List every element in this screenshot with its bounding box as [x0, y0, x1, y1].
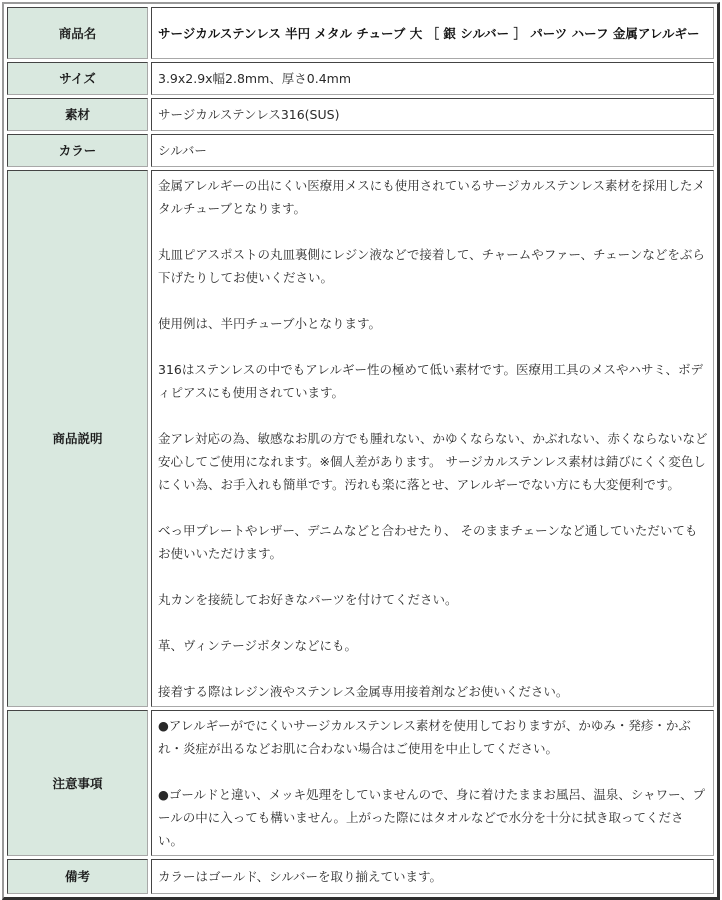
row-product-name	[7, 7, 714, 59]
product-spec-table	[2, 2, 720, 900]
value-product-name: サージカルステンレス 半円 メタル チューブ 大 ［ 銀 シルバー ］ パーツ ハーフ 金属アレルギー	[151, 7, 714, 59]
description-paragraph: 316はステンレスの中でもアレルギー性の極めて低い素材です。医療用工具のメスやハサミ、ボディピアスにも使用されています。	[158, 362, 703, 400]
label-material: 素材	[7, 98, 148, 131]
description-paragraph: 使用例は、半円チューブ小となります。	[158, 316, 382, 331]
row-material	[7, 98, 714, 131]
description-paragraph: 金アレ対応の為、敏感なお肌の方でも腫れない、かゆくならない、かぶれない、赤くならないなど安心してご使用になれます。※個人差があります。 サージカルステンレス素材は錆びにくく変色しにくい為、お手入れも簡単です。汚れも楽に落とせ、アレルギーでない方にも大変便利です。	[158, 431, 708, 492]
value-size: 3.9x2.9x幅2.8mm、厚さ0.4mm	[151, 62, 714, 95]
description-paragraph: 接着する際はレジン液やステンレス金属専用接着剤などお使いください。	[158, 684, 569, 699]
description-paragraph: 金属アレルギーの出にくい医療用メスにも使用されているサージカルステンレス素材を採用したメタルチューブとなります。	[158, 178, 706, 216]
label-description: 商品説明	[7, 170, 148, 707]
label-color: カラー	[7, 134, 148, 167]
label-size: サイズ	[7, 62, 148, 95]
value-notes	[151, 710, 714, 856]
description-paragraph: 丸カンを接続してお好きなパーツを付けてください。	[158, 592, 458, 607]
notes-paragraph: ●ゴールドと違い、メッキ処理をしていませんので、身に着けたままお風呂、温泉、シャワー、プールの中に入っても構いません。上がった際にはタオルなどで水分を十分に拭き取ってください。	[158, 787, 706, 848]
row-size	[7, 62, 714, 95]
value-description	[151, 170, 714, 707]
value-color: シルバー	[151, 134, 714, 167]
row-color	[7, 134, 714, 167]
label-notes: 注意事項	[7, 710, 148, 856]
value-material: サージカルステンレス316(SUS)	[151, 98, 714, 131]
row-notes	[7, 710, 714, 856]
row-description	[7, 170, 714, 707]
label-product-name: 商品名	[7, 7, 148, 59]
description-paragraph: 革、ヴィンテージボタンなどにも。	[158, 638, 358, 653]
value-remarks: カラーはゴールド、シルバーを取り揃えています。	[151, 859, 714, 894]
description-paragraph: べっ甲プレートやレザー、デニムなどと合わせたり、 そのままチェーンなど通していただいてもお使いいただけます。	[158, 523, 698, 561]
label-remarks: 備考	[7, 859, 148, 894]
description-paragraph: 丸皿ピアスポストの丸皿裏側にレジン液などで接着して、チャームやファー、チェーンなどをぶら下げたりしてお使いください。	[158, 247, 705, 285]
row-remarks	[7, 859, 714, 894]
notes-paragraph: ●アレルギーがでにくいサージカルステンレス素材を使用しておりますが、かゆみ・発疹・かぶれ・炎症が出るなどお肌に合わない場合はご使用を中止してください。	[158, 718, 691, 756]
